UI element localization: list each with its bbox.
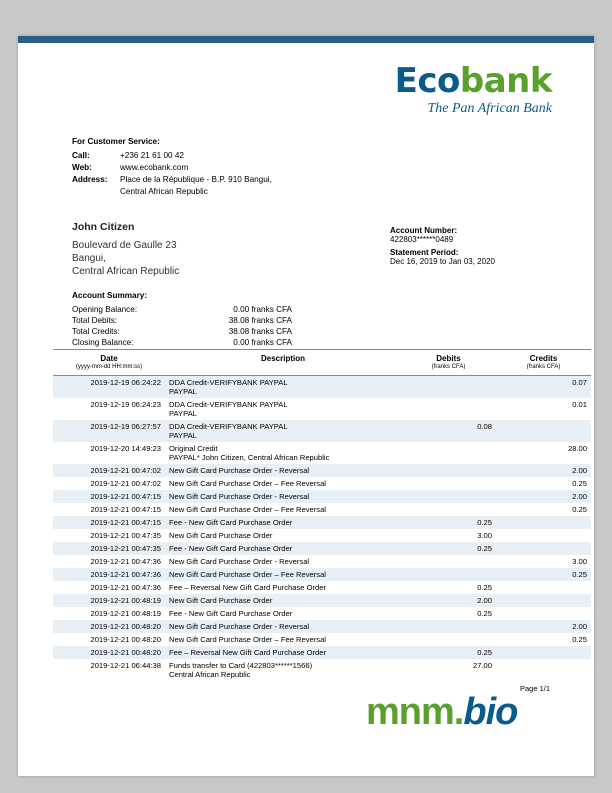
description-line1: DDA Credit-VERIFYBANK PAYPAL bbox=[169, 400, 288, 409]
table-row bbox=[53, 659, 591, 681]
summary-value: 0.00 franks CFA bbox=[233, 305, 292, 314]
customer-service-title: For Customer Service: bbox=[72, 137, 160, 146]
cell-description bbox=[165, 620, 401, 633]
cell-debit bbox=[401, 620, 496, 633]
cell-date: 2019-12-21 06:44:38 bbox=[90, 661, 161, 670]
cell-description bbox=[165, 568, 401, 581]
table-row bbox=[53, 529, 591, 542]
account-meta-block bbox=[390, 226, 495, 270]
cell-credit bbox=[496, 594, 591, 607]
page-number: Page 1/1 bbox=[519, 684, 550, 693]
account-summary-block bbox=[72, 291, 292, 348]
table-row bbox=[53, 568, 591, 581]
cell-description bbox=[165, 581, 401, 594]
cell-credit: 0.25 bbox=[496, 568, 591, 581]
cell-debit bbox=[401, 398, 496, 420]
address-value-line2: Central African Republic bbox=[120, 187, 208, 196]
cell-debit: 0.25 bbox=[401, 542, 496, 555]
cell-date: 2019-12-21 00:47:36 bbox=[90, 557, 161, 566]
cell-description bbox=[165, 464, 401, 477]
description-line1: Original Credit bbox=[169, 444, 218, 453]
cell-date: 2019-12-21 00:47:35 bbox=[53, 542, 165, 555]
description-line1: New Gift Card Purchase Order - Reversal bbox=[169, 492, 310, 501]
cell-date: 2019-12-21 00:48:19 bbox=[90, 609, 161, 618]
column-header-description bbox=[165, 350, 401, 376]
account-number-value: 422803******0489 bbox=[390, 235, 454, 244]
cell-credit bbox=[496, 581, 591, 594]
cell-description bbox=[165, 542, 401, 555]
cell-description bbox=[165, 594, 401, 607]
call-label: Call: bbox=[72, 151, 90, 160]
cell-date: 2019-12-21 00:48:20 bbox=[53, 646, 165, 659]
cell-debit: 0.25 bbox=[477, 583, 492, 592]
web-value[interactable]: www.ecobank.com bbox=[120, 163, 189, 172]
cell-description bbox=[165, 503, 401, 516]
cell-description bbox=[165, 555, 401, 568]
description-line2: PAYPAL bbox=[169, 409, 197, 418]
cell-credit bbox=[496, 607, 591, 620]
cell-credit bbox=[496, 529, 591, 542]
description-line1: New Gift Card Purchase Order bbox=[169, 596, 273, 605]
description-line1: New Gift Card Purchase Order – Fee Reversal bbox=[169, 635, 326, 644]
summary-label: Opening Balance: bbox=[72, 305, 138, 314]
statement-period-label: Statement Period: bbox=[390, 248, 459, 257]
cell-date: 2019-12-21 00:47:15 bbox=[53, 490, 165, 503]
cell-debit bbox=[401, 555, 496, 568]
table-header-row bbox=[53, 350, 591, 376]
cell-credit bbox=[496, 659, 591, 681]
cell-description bbox=[165, 607, 401, 620]
customer-address-line3: Central African Republic bbox=[72, 266, 180, 277]
column-header-debits bbox=[401, 350, 496, 376]
cell-credit bbox=[496, 516, 591, 529]
cell-debit: 0.25 bbox=[477, 609, 492, 618]
description-line1: Fee - New Gift Card Purchase Order bbox=[169, 544, 293, 553]
table-row bbox=[53, 490, 591, 503]
description-line2: PAYPAL bbox=[169, 431, 197, 440]
description-line1: DDA Credit-VERIFYBANK PAYPAL bbox=[169, 422, 288, 431]
description-line1: New Gift Card Purchase Order - Reversal bbox=[169, 557, 310, 566]
table-row bbox=[53, 581, 591, 594]
customer-name: John Citizen bbox=[72, 221, 135, 233]
description-line1: New Gift Card Purchase Order - Reversal bbox=[169, 622, 310, 631]
customer-address-line1: Boulevard de Gaulle 23 bbox=[72, 240, 177, 251]
logo-wordmark bbox=[395, 62, 552, 100]
summary-row bbox=[72, 304, 292, 315]
description-line2: PAYPAL bbox=[169, 387, 197, 396]
column-header-credits bbox=[496, 350, 591, 376]
cell-date: 2019-12-21 00:48:20 bbox=[90, 635, 161, 644]
table-row bbox=[53, 646, 591, 659]
description-line1: New Gift Card Purchase Order – Fee Reversal bbox=[169, 570, 326, 579]
cell-credit: 2.00 bbox=[496, 620, 591, 633]
cell-description bbox=[165, 398, 401, 420]
cell-debit bbox=[401, 376, 496, 399]
cell-date: 2019-12-21 00:48:19 bbox=[53, 594, 165, 607]
summary-value: 38.08 franks CFA bbox=[228, 316, 292, 325]
statement-page bbox=[18, 36, 594, 776]
description-line1: New Gift Card Purchase Order – Fee Reversal bbox=[169, 505, 326, 514]
summary-value: 0.00 franks CFA bbox=[233, 338, 292, 347]
transactions-table-head bbox=[53, 350, 591, 376]
description-line1: Fee - New Gift Card Purchase Order bbox=[169, 518, 293, 527]
cell-date: 2019-12-19 06:24:23 bbox=[90, 400, 161, 409]
summary-row bbox=[72, 326, 292, 337]
cell-credit: 0.25 bbox=[572, 635, 587, 644]
cell-date: 2019-12-19 06:24:22 bbox=[53, 376, 165, 399]
table-row bbox=[53, 398, 591, 420]
cell-debit bbox=[401, 633, 496, 646]
cell-debit: 0.08 bbox=[401, 420, 496, 442]
cell-date: 2019-12-21 00:47:15 bbox=[53, 516, 165, 529]
customer-service-call-row bbox=[72, 151, 272, 160]
cell-description bbox=[165, 376, 401, 399]
cell-debit bbox=[401, 477, 496, 490]
logo-bank-text: bank bbox=[459, 61, 552, 101]
transactions-table bbox=[53, 349, 591, 681]
table-row bbox=[53, 620, 591, 633]
description-line1: New Gift Card Purchase Order – Fee Reversal bbox=[169, 479, 326, 488]
column-header-date-sub: (yyyy-mm-dd HH:mm:ss) bbox=[75, 364, 143, 370]
cell-debit: 3.00 bbox=[477, 531, 492, 540]
column-header-credits-sub: (franks CFA) bbox=[526, 364, 561, 370]
cell-debit bbox=[401, 568, 496, 581]
cell-date: 2019-12-21 00:47:02 bbox=[53, 464, 165, 477]
logo-tagline: The Pan African Bank bbox=[427, 101, 552, 116]
description-line1: Fee – Reversal New Gift Card Purchase Order bbox=[169, 648, 326, 657]
cell-credit: 0.01 bbox=[572, 400, 587, 409]
table-row bbox=[53, 503, 591, 516]
customer-address-line2: Bangui, bbox=[72, 253, 106, 264]
column-header-debits-text: Debits bbox=[436, 354, 461, 363]
column-header-description-text: Description bbox=[260, 354, 305, 363]
cell-description bbox=[165, 529, 401, 542]
web-label: Web: bbox=[72, 163, 92, 172]
address-label: Address: bbox=[72, 175, 108, 184]
cell-date: 2019-12-21 00:47:35 bbox=[90, 531, 161, 540]
table-row bbox=[53, 464, 591, 477]
account-number-label: Account Number: bbox=[390, 226, 458, 235]
cell-debit: 0.25 bbox=[401, 646, 496, 659]
cell-date: 2019-12-21 00:47:36 bbox=[53, 568, 165, 581]
column-header-date-text: Date bbox=[100, 354, 118, 363]
column-header-debits-sub: (franks CFA) bbox=[431, 364, 466, 370]
cell-description bbox=[165, 633, 401, 646]
summary-label: Total Debits: bbox=[72, 316, 118, 325]
table-row bbox=[53, 555, 591, 568]
cell-credit: 0.25 bbox=[572, 479, 587, 488]
description-line1: Funds transfer to Card (422803******1566) bbox=[169, 661, 313, 670]
cell-debit: 0.25 bbox=[401, 516, 496, 529]
table-row bbox=[53, 516, 591, 529]
description-line1: DDA Credit-VERIFYBANK PAYPAL bbox=[169, 378, 288, 387]
cell-credit: 3.00 bbox=[572, 557, 587, 566]
cell-credit bbox=[496, 646, 591, 659]
description-line1: Fee – Reversal New Gift Card Purchase Order bbox=[169, 583, 326, 592]
table-row bbox=[53, 376, 591, 399]
summary-row bbox=[72, 337, 292, 348]
transactions-table-body bbox=[53, 376, 591, 682]
cell-date: 2019-12-21 00:47:36 bbox=[90, 583, 161, 592]
summary-label: Total Credits: bbox=[72, 327, 120, 336]
cell-debit: 2.00 bbox=[401, 594, 496, 607]
cell-date: 2019-12-20 14:49:23 bbox=[90, 444, 161, 453]
cell-debit bbox=[401, 490, 496, 503]
customer-service-block bbox=[72, 137, 272, 196]
column-header-credits-text: Credits bbox=[529, 354, 558, 363]
customer-address-block bbox=[72, 221, 179, 278]
table-row bbox=[53, 477, 591, 490]
cell-date: 2019-12-21 00:48:20 bbox=[53, 620, 165, 633]
page-top-accent-bar bbox=[18, 36, 594, 43]
table-row bbox=[53, 542, 591, 555]
cell-credit: 28.00 bbox=[567, 444, 587, 453]
account-summary-title: Account Summary: bbox=[72, 291, 148, 300]
cell-credit bbox=[496, 420, 591, 442]
description-line1: Fee - New Gift Card Purchase Order bbox=[169, 609, 293, 618]
table-row bbox=[53, 607, 591, 620]
cell-description bbox=[165, 442, 401, 464]
cell-credit: 0.07 bbox=[496, 376, 591, 399]
description-line1: New Gift Card Purchase Order bbox=[169, 531, 273, 540]
cell-debit bbox=[401, 464, 496, 477]
logo-eco-text: Eco bbox=[394, 61, 460, 101]
cell-description bbox=[165, 477, 401, 490]
column-header-description-sub bbox=[169, 364, 397, 370]
table-row bbox=[53, 442, 591, 464]
statement-period-value: Dec 16, 2019 to Jan 03, 2020 bbox=[390, 257, 495, 266]
column-header-date bbox=[53, 350, 165, 376]
summary-row bbox=[72, 315, 292, 326]
cell-date: 2019-12-19 06:27:57 bbox=[53, 420, 165, 442]
summary-label: Closing Balance: bbox=[72, 338, 134, 347]
address-value: Place de la République - B.P. 910 Bangui, bbox=[120, 175, 272, 184]
description-line2: Central African Republic bbox=[169, 670, 251, 679]
watermark bbox=[366, 691, 517, 734]
table-row bbox=[53, 594, 591, 607]
cell-debit: 27.00 bbox=[472, 661, 492, 670]
cell-debit bbox=[401, 442, 496, 464]
cell-date: 2019-12-21 00:47:02 bbox=[90, 479, 161, 488]
cell-description bbox=[165, 646, 401, 659]
cell-description bbox=[165, 659, 401, 681]
cell-credit: 2.00 bbox=[496, 464, 591, 477]
cell-debit bbox=[401, 503, 496, 516]
cell-description bbox=[165, 516, 401, 529]
description-line1: New Gift Card Purchase Order - Reversal bbox=[169, 466, 310, 475]
cell-date: 2019-12-21 00:47:15 bbox=[90, 505, 161, 514]
summary-value: 38.08 franks CFA bbox=[228, 327, 292, 336]
customer-service-web-row bbox=[72, 163, 272, 172]
description-line2: PAYPAL* John Citizen, Central African Republic bbox=[169, 453, 330, 462]
call-value: +236 21 61 00 42 bbox=[120, 151, 184, 160]
cell-credit: 2.00 bbox=[496, 490, 591, 503]
watermark-green-text: mnm. bbox=[366, 691, 464, 733]
cell-credit bbox=[496, 542, 591, 555]
transactions-table-wrap bbox=[53, 349, 587, 681]
cell-description bbox=[165, 420, 401, 442]
customer-service-address-row bbox=[72, 175, 272, 184]
table-row bbox=[53, 633, 591, 646]
table-row bbox=[53, 420, 591, 442]
cell-credit: 0.25 bbox=[572, 505, 587, 514]
ecobank-logo bbox=[395, 62, 552, 117]
watermark-blue-text: bio bbox=[463, 691, 518, 733]
cell-description bbox=[165, 490, 401, 503]
